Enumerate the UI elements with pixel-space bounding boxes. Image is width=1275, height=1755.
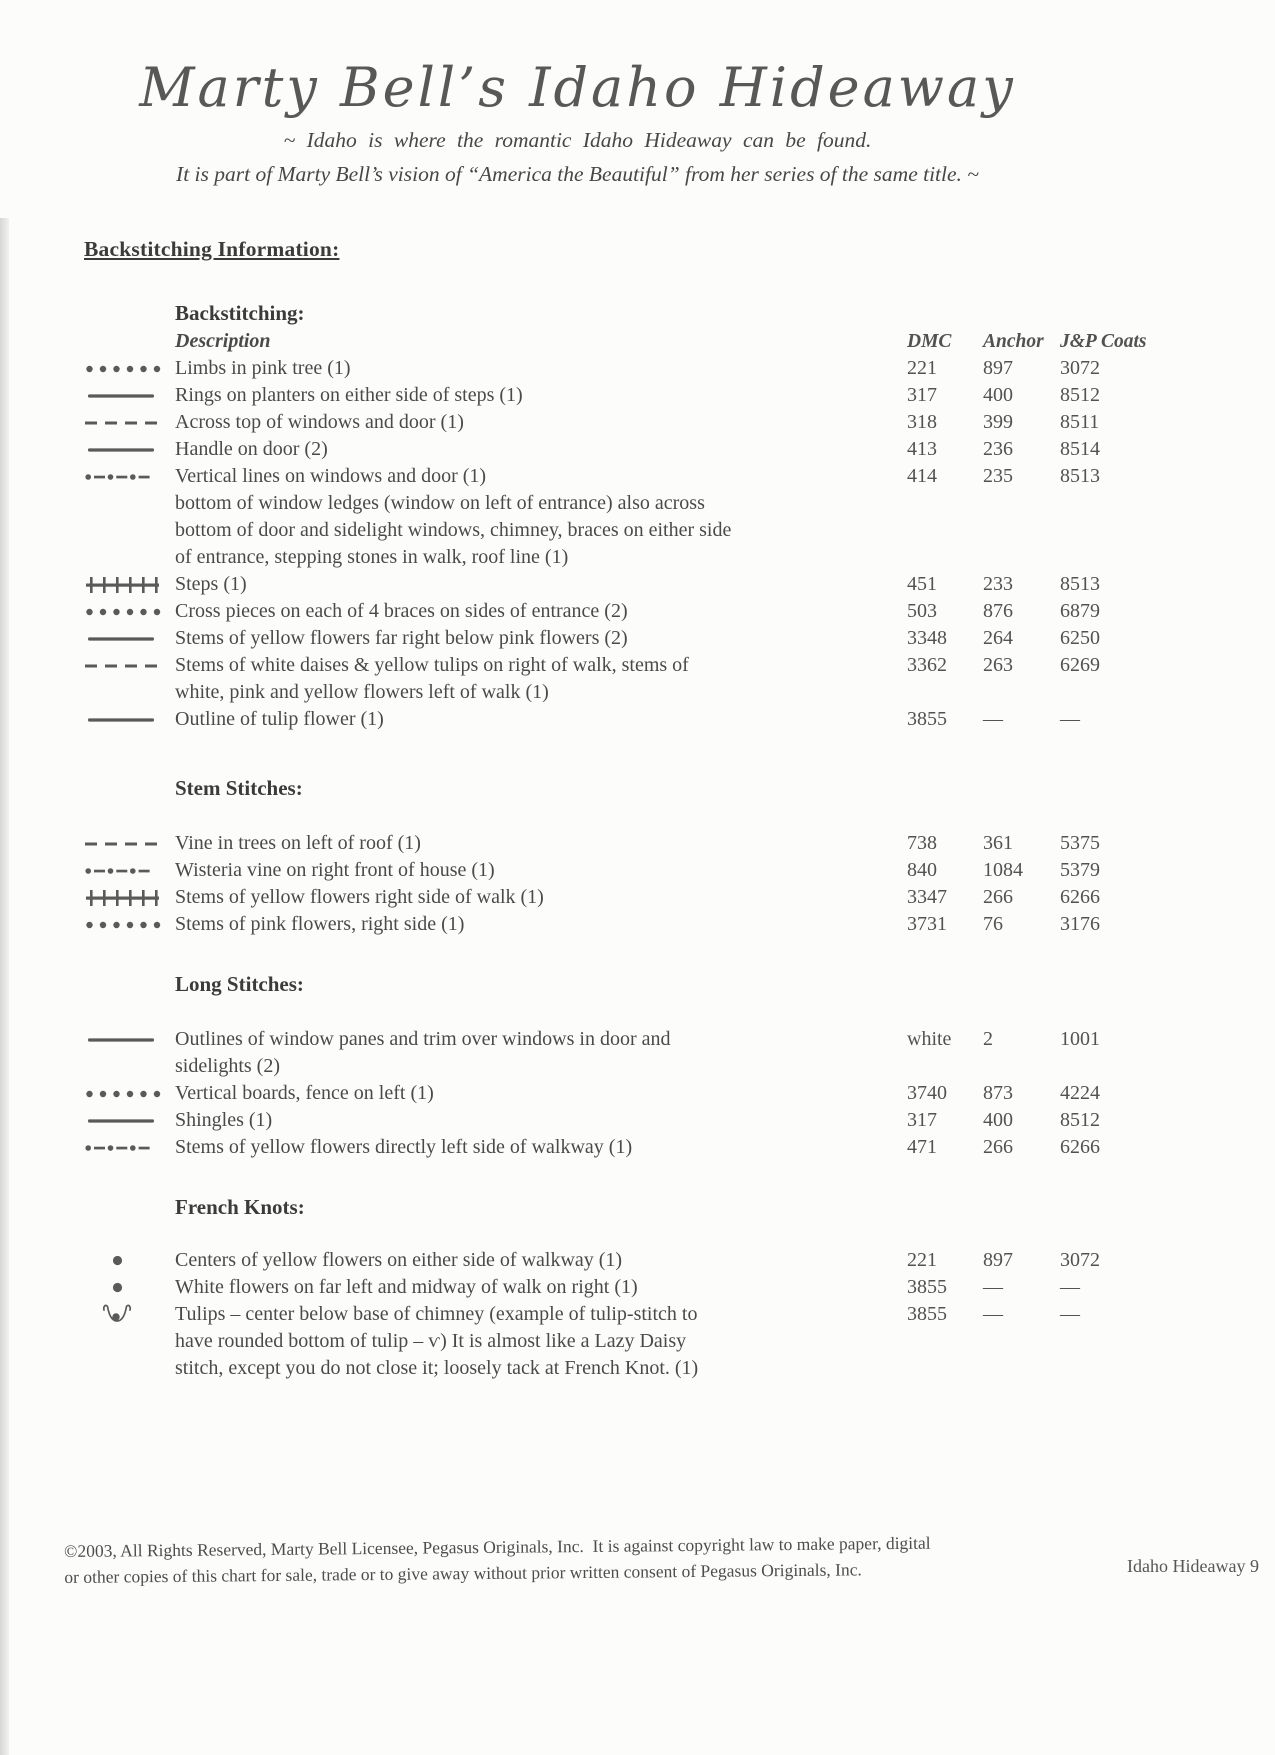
jp-code: — [1060, 1303, 1080, 1325]
symbol-spacer [83, 1355, 175, 1382]
anchor-code: 1084 [983, 859, 1023, 881]
dmc-code: 221 [907, 357, 937, 379]
dmc-code: 3855 [907, 1276, 947, 1298]
anchor-code [983, 544, 1060, 571]
dmc-code: 221 [907, 1249, 937, 1271]
stitch-description: stitch, except you do not close it; loosely tack at French Knot. (1) [175, 1357, 699, 1379]
stitch-description: of entrance, stepping stones in walk, roof line (1) [175, 546, 569, 568]
stitch-sections-container [0, 300, 1275, 1382]
anchor-code: — [983, 1303, 1003, 1325]
jp-code [1060, 490, 1170, 517]
table-row [83, 1328, 1275, 1355]
stitch-description: Steps (1) [175, 573, 247, 595]
anchor-code: 236 [983, 438, 1013, 460]
anchor-code: 233 [983, 573, 1013, 595]
stitch-description: Stems of yellow flowers far right below pink flowers (2) [175, 627, 628, 649]
symbol-spacer [83, 1328, 175, 1355]
anchor-code: 400 [983, 1109, 1013, 1131]
stitch-description: Handle on door (2) [175, 438, 328, 460]
dmc-code: 3740 [907, 1082, 947, 1104]
table-row [83, 544, 1275, 571]
dmc-code: 3855 [907, 1303, 947, 1325]
dmc-code: 413 [907, 438, 937, 460]
jp-code: — [1060, 708, 1080, 730]
anchor-code: 400 [983, 384, 1013, 406]
stitch-description: Limbs in pink tree (1) [175, 357, 351, 379]
anchor-code: 264 [983, 627, 1013, 649]
jp-code [1060, 679, 1170, 706]
solid-stitch-symbol-icon [83, 625, 175, 652]
table-row [83, 463, 1275, 490]
dashed-stitch-symbol-icon [83, 830, 175, 857]
jp-code: 6269 [1060, 654, 1100, 676]
dashdot-stitch-symbol-icon [83, 463, 175, 490]
table-row [83, 911, 1275, 938]
jp-code: 6266 [1060, 886, 1100, 908]
dmc-code [907, 1355, 983, 1382]
anchor-code: 876 [983, 600, 1013, 622]
table-row [83, 857, 1275, 884]
table-row [83, 884, 1275, 911]
dmc-code [907, 1053, 983, 1080]
table-row [83, 1247, 1275, 1274]
stitch-rows [0, 830, 1275, 938]
copyright-line-2: or other copies of this chart for sale, trade or to give away without prior written consent of Pegasus Originals, Inc. [64, 1559, 862, 1587]
jp-code: 5379 [1060, 859, 1100, 881]
dmc-code: 471 [907, 1136, 937, 1158]
jp-code [1060, 544, 1170, 571]
stitch-section-title: Long Stitches: [175, 972, 304, 996]
dmc-code: 451 [907, 573, 937, 595]
dashdot-stitch-symbol-icon [83, 1134, 175, 1161]
page-title: Marty Bell’s Idaho Hideaway [139, 56, 1016, 119]
dmc-code: 414 [907, 465, 937, 487]
stitch-section-title: Stem Stitches: [175, 776, 303, 800]
anchor-code: 266 [983, 886, 1013, 908]
dmc-code: 317 [907, 1109, 937, 1131]
table-row [83, 706, 1275, 733]
dmc-code: 840 [907, 859, 937, 881]
dots-stitch-symbol-icon [83, 911, 175, 938]
copyright-footer [64, 1528, 1074, 1590]
anchor-code [983, 490, 1060, 517]
table-row [83, 1301, 1275, 1328]
jp-code [1060, 1053, 1170, 1080]
anchor-code [983, 1355, 1060, 1382]
stitch-rows [0, 1247, 1275, 1382]
anchor-code: 399 [983, 411, 1013, 433]
table-row [83, 1355, 1275, 1382]
stitch-description: Across top of windows and door (1) [175, 411, 464, 433]
table-row [83, 382, 1275, 409]
jp-code: 6879 [1060, 600, 1100, 622]
subtitle-line-1: ~ Idaho is where the romantic Idaho Hideaway can be found. [283, 128, 872, 152]
backstitching-information-heading: Backstitching Information: [84, 237, 340, 261]
dmc-code: 317 [907, 384, 937, 406]
anchor-code [983, 1328, 1060, 1355]
table-row [83, 436, 1275, 463]
table-row [83, 830, 1275, 857]
dashdot-stitch-symbol-icon [83, 857, 175, 884]
anchor-code: 361 [983, 832, 1013, 854]
symbol-spacer [83, 1053, 175, 1080]
jp-code [1060, 517, 1170, 544]
dmc-code [907, 544, 983, 571]
jp-code: 8512 [1060, 1109, 1100, 1131]
table-row [83, 571, 1275, 598]
jp-coats-column-header: J&P Coats [1060, 331, 1147, 352]
dmc-code [907, 1328, 983, 1355]
description-column-header: Description [175, 330, 271, 352]
stitch-description: Stems of yellow flowers right side of walk (1) [175, 886, 544, 908]
dmc-code: 318 [907, 411, 937, 433]
table-row [83, 1274, 1275, 1301]
dots-stitch-symbol-icon [83, 355, 175, 382]
anchor-code: 76 [983, 913, 1003, 935]
dmc-code: 3348 [907, 627, 947, 649]
dmc-code [907, 490, 983, 517]
dashed-stitch-symbol-icon [83, 409, 175, 436]
anchor-code: 263 [983, 654, 1013, 676]
dmc-code: 3347 [907, 886, 947, 908]
stitch-description: White flowers on far left and midway of walk on right (1) [175, 1276, 638, 1298]
stitch-description: sidelights (2) [175, 1055, 280, 1077]
stitch-description: Stems of yellow flowers directly left side of walkway (1) [175, 1136, 633, 1158]
dashed-stitch-symbol-icon [83, 652, 175, 679]
dmc-code: 3855 [907, 708, 947, 730]
dmc-code: white [907, 1028, 952, 1050]
stitch-description: bottom of door and sidelight windows, chimney, braces on either side [175, 519, 732, 541]
dmc-code: 3731 [907, 913, 947, 935]
jp-code: 8512 [1060, 384, 1100, 406]
stitch-rows [0, 355, 1275, 733]
table-row [83, 625, 1275, 652]
stitch-section [0, 1194, 1275, 1382]
subtitle-line-2: It is part of Marty Bell’s vision of “America the Beautiful” from her series of the same title. ~ [176, 162, 979, 186]
stitch-section [0, 775, 1275, 938]
stitch-description: Stems of pink flowers, right side (1) [175, 913, 465, 935]
table-row [83, 1026, 1275, 1053]
anchor-code: 897 [983, 1249, 1013, 1271]
jp-code [1060, 1328, 1170, 1355]
anchor-code: 235 [983, 465, 1013, 487]
anchor-code: 266 [983, 1136, 1013, 1158]
dmc-column-header: DMC [907, 331, 952, 352]
stitch-description: Rings on planters on either side of steps (1) [175, 384, 523, 406]
jp-code: — [1060, 1276, 1080, 1298]
solid-stitch-symbol-icon [83, 706, 175, 733]
anchor-code: 2 [983, 1028, 993, 1050]
page-label: Idaho Hideaway 9 [1127, 1556, 1259, 1576]
solid-stitch-symbol-icon [83, 382, 175, 409]
anchor-code [983, 1053, 1060, 1080]
railroad-stitch-symbol-icon [83, 884, 175, 911]
symbol-spacer [83, 490, 175, 517]
stitch-section-title: French Knots: [175, 1195, 305, 1219]
solid-stitch-symbol-icon [83, 436, 175, 463]
stitch-description: Cross pieces on each of 4 braces on sides of entrance (2) [175, 600, 628, 622]
stitch-description: Vertical lines on windows and door (1) [175, 465, 487, 487]
solid-stitch-symbol-icon [83, 1026, 175, 1053]
table-row [83, 679, 1275, 706]
dmc-code [907, 517, 983, 544]
stitch-description: Vine in trees on left of roof (1) [175, 832, 421, 854]
symbol-spacer [83, 544, 175, 571]
jp-code: 8514 [1060, 438, 1100, 460]
tulip-stitch-symbol-icon [83, 1301, 175, 1328]
jp-code: 4224 [1060, 1082, 1100, 1104]
table-row [83, 1053, 1275, 1080]
knot-stitch-symbol-icon [83, 1274, 175, 1301]
table-row [83, 1107, 1275, 1134]
stitch-section [0, 971, 1275, 1161]
stitch-description: Wisteria vine on right front of house (1) [175, 859, 495, 881]
dmc-code [907, 679, 983, 706]
jp-code: 3176 [1060, 913, 1100, 935]
stitch-description: Tulips – center below base of chimney (example of tulip-stitch to [175, 1303, 698, 1325]
stitch-section [0, 300, 1275, 733]
dmc-code: 738 [907, 832, 937, 854]
stitch-description: bottom of window ledges (window on left of entrance) also across [175, 492, 705, 514]
knot-stitch-symbol-icon [83, 1247, 175, 1274]
symbol-spacer [83, 517, 175, 544]
scan-edge-artifact [0, 218, 9, 1755]
dmc-code: 503 [907, 600, 937, 622]
stitch-description: Outlines of window panes and trim over windows in door and [175, 1028, 671, 1050]
railroad-stitch-symbol-icon [83, 571, 175, 598]
jp-code: 1001 [1060, 1028, 1100, 1050]
stitch-description: Outline of tulip flower (1) [175, 708, 384, 730]
symbol-column-spacer [83, 328, 175, 355]
table-row [83, 355, 1275, 382]
stitch-description: Shingles (1) [175, 1109, 273, 1131]
table-row [83, 517, 1275, 544]
anchor-column-header: Anchor [983, 331, 1044, 352]
stitch-description: Stems of white daises & yellow tulips on right of walk, stems of [175, 654, 689, 676]
copyright-line-1: ©2003, All Rights Reserved, Marty Bell Licensee, Pegasus Originals, Inc. It is against copyright law to make paper, digital [64, 1532, 931, 1561]
solid-stitch-symbol-icon [83, 1107, 175, 1134]
jp-code: 3072 [1060, 357, 1100, 379]
anchor-code: — [983, 1276, 1003, 1298]
table-row [83, 1080, 1275, 1107]
table-row [83, 652, 1275, 679]
anchor-code: — [983, 708, 1003, 730]
dmc-code: 3362 [907, 654, 947, 676]
dots-stitch-symbol-icon [83, 598, 175, 625]
stitch-description: Vertical boards, fence on left (1) [175, 1082, 434, 1104]
anchor-code [983, 679, 1060, 706]
dots-stitch-symbol-icon [83, 1080, 175, 1107]
jp-code: 6250 [1060, 627, 1100, 649]
jp-code [1060, 1355, 1170, 1382]
stitch-description: have rounded bottom of tulip – ѵ) It is almost like a Lazy Daisy [175, 1330, 687, 1352]
symbol-spacer [83, 679, 175, 706]
table-row [83, 598, 1275, 625]
jp-code: 8513 [1060, 465, 1100, 487]
anchor-code [983, 517, 1060, 544]
stitch-rows [0, 1026, 1275, 1161]
document-header [0, 0, 1275, 187]
table-row [83, 409, 1275, 436]
jp-code: 3072 [1060, 1249, 1100, 1271]
anchor-code: 873 [983, 1082, 1013, 1104]
anchor-code: 897 [983, 357, 1013, 379]
jp-code: 5375 [1060, 832, 1100, 854]
jp-code: 8511 [1060, 411, 1100, 433]
stitch-section-title: Backstitching: [175, 301, 305, 325]
table-row [83, 1134, 1275, 1161]
jp-code: 8513 [1060, 573, 1100, 595]
table-row [83, 490, 1275, 517]
stitch-description: white, pink and yellow flowers left of walk (1) [175, 681, 549, 703]
table-header-row [83, 328, 1275, 355]
stitch-description: Centers of yellow flowers on either side of walkway (1) [175, 1249, 623, 1271]
jp-code: 6266 [1060, 1136, 1100, 1158]
